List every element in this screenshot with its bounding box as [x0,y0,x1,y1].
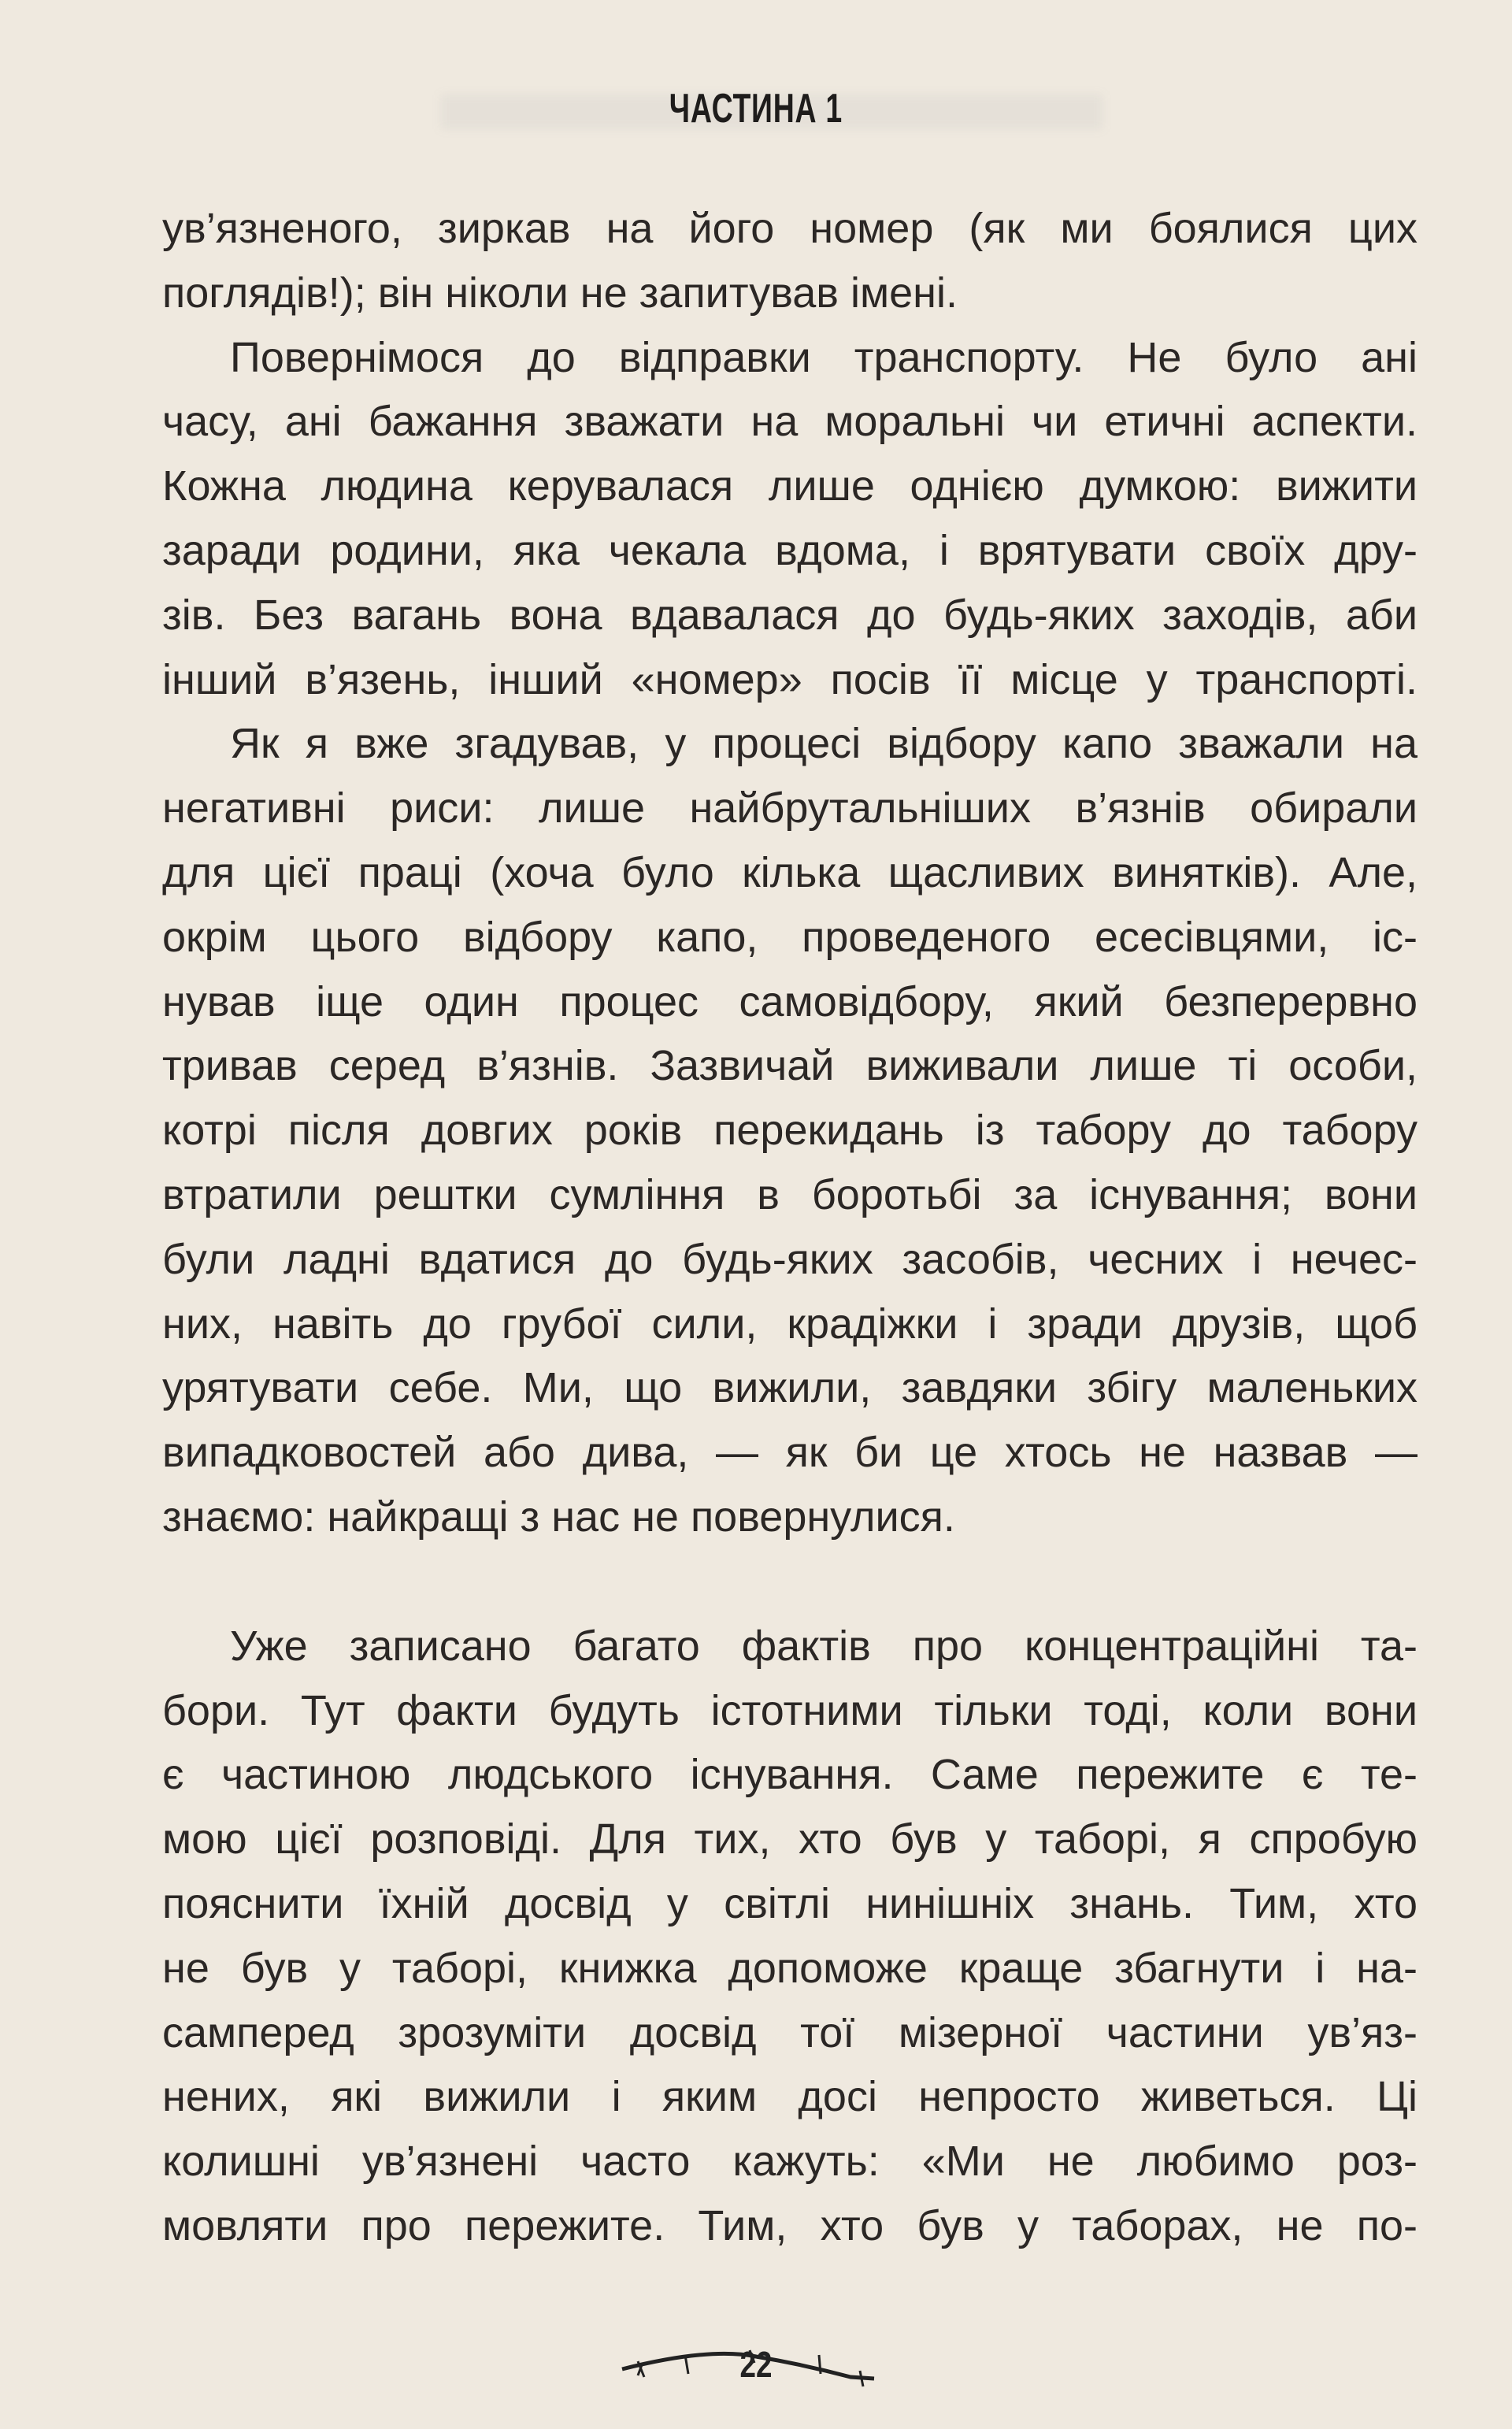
text-line: Як я вже згадував, у процесі відбору капо зважали на [230,720,1418,768]
text-line: були ладні вдатися до будь-яких засобів, чесних і нечес- [162,1235,1418,1283]
text-line: колишні ув’язнені часто кажуть: «Ми не любимо роз- [162,2138,1418,2186]
text-line: нував іще один процес самовідбору, який безперервно [162,977,1418,1025]
text-line: часу, ані бажання зважати на моральні чи етичні аспекти. [162,398,1418,446]
text-line: Кожна людина керувалася лише однією думкою: вижити [162,462,1418,510]
text-line: самперед зрозуміти досвід тої мізерної частини ув’яз- [162,2008,1418,2056]
text-line: нених, які вижили і яким досі непросто живеться. Ці [162,2073,1418,2121]
text-line: Повернімося до відправки транспорту. Не було ані [230,333,1418,381]
text-line: є частиною людського існування. Саме пережите є те- [162,1751,1418,1799]
text-line: інший в’язень, інший «номер» посів її місце у транспорті. [162,655,1418,703]
chapter-title: ЧАСТИНА 1 [669,86,843,132]
text-line: негативні риси: лише найбрутальніших в’язнів обирали [162,784,1418,833]
text-line: випадковостей або дива, — як би це хтось не назвав — [162,1429,1418,1477]
text-line: пояснити їхній досвід у світлі нинішніх знань. Тим, хто [162,1879,1418,1927]
text-line: них, навіть до грубої сили, крадіжки і зради друзів, щоб [162,1300,1418,1348]
text-line: ув’язненого, зиркав на його номер (як ми боялися цих [162,205,1418,252]
text-line: заради родини, яка чекала вдома, і врятувати своїх дру- [162,526,1418,574]
paragraph [162,712,1418,1549]
page-number: 22 [739,2344,773,2385]
text-line: для цієї праці (хоча було кілька щасливих винятків). Але, [162,848,1418,896]
text-line: мовляти про пережите. Тим, хто був у таборах, не по- [162,2201,1418,2249]
text-line: поглядів!); він ніколи не запитував імені. [162,269,958,317]
text-line: урятувати себе. Ми, що вижили, завдяки збігу маленьких [162,1364,1418,1412]
section-gap [162,1550,1418,1615]
paragraph [162,326,1418,713]
text-line: Уже записано багато фактів про концентраційні та- [230,1622,1418,1670]
paragraph [162,197,1418,326]
paragraph [162,1615,1418,2259]
page-body [162,197,1418,2259]
running-header [0,85,1512,132]
text-line: зів. Без вагань вона вдавалася до будь-яких заходів, аби [162,591,1418,639]
text-line: тривав серед в’язнів. Зазвичай виживали лише ті особи, [162,1042,1418,1090]
text-line: не був у таборі, книжка допоможе краще збагнути і на- [162,1944,1418,1992]
text-line: окрім цього відбору капо, проведеного есесівцями, іс- [162,913,1418,961]
text-line: втратили рештки сумління в боротьбі за існування; вони [162,1170,1418,1218]
text-line: мою цієї розповіді. Для тих, хто був у таборі, я спробую [162,1815,1418,1863]
text-line: бори. Тут факти будуть істотними тільки тоді, коли вони [162,1686,1418,1734]
text-line: котрі після довгих років перекидань із табору до табору [162,1107,1418,1155]
text-line: знаємо: найкращі з нас не повернулися. [162,1493,955,1541]
